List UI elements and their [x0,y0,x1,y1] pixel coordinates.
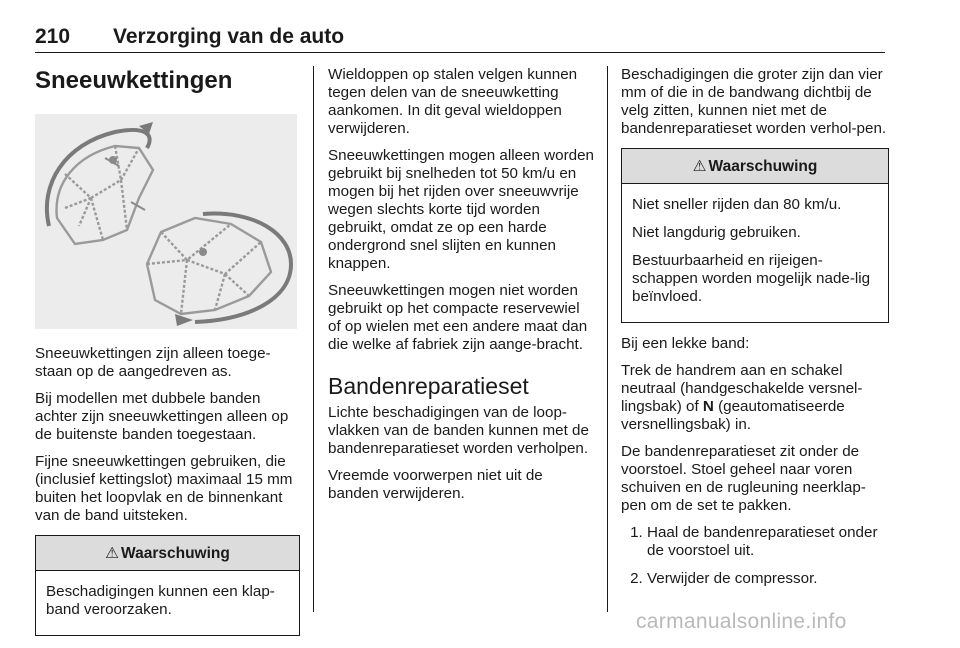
column-1 [35,66,300,648]
paragraph: Lichte beschadigingen van de loop-vlakken van de banden kunnen met de bandenreparatieset worden verholpen. [328,404,589,457]
paragraph: Bij modellen met dubbele banden achter zijn sneeuwkettingen alleen op de buitenste banden toegestaan. [35,390,289,443]
paragraph: Wieldoppen op stalen velgen kunnen tegen delen van de sneeuwketting aankomen. In dit geval wieldoppen verwijderen. [328,66,578,137]
column-3 [621,66,889,598]
chapter-title: Verzorging van de auto [113,25,345,48]
steps-list [621,524,889,588]
paragraph: Vreemde voorwerpen niet uit de banden verwijderen. [328,467,543,502]
column-2 [328,66,596,512]
paragraph: Fijne sneeuwkettingen gebruiken, die (inclusief kettingslot) maximaal 15 mm buiten het loopvlak en de binnenkant van de band uitsteken. [35,453,293,524]
warning-text: Bestuurbaarheid en rijeigen-schappen worden mogelijk nade-lig beïnvloed. [632,252,871,305]
warning-triangle-icon: ⚠ [105,545,120,562]
text-run: (geautomatiseerde versnellingsbak) in. [621,398,845,433]
list-item: 2. Verwijder de compressor. [647,570,889,588]
warning-text: Beschadigingen kunnen een klap-band veroorzaken. [46,583,275,618]
warning-box [35,535,300,636]
paragraph: Sneeuwkettingen zijn alleen toege-staan op de aangedreven as. [35,345,271,380]
column-divider-2 [607,66,608,612]
paragraph-handbrake [621,362,889,434]
warning-body [36,571,299,635]
warning-body [622,184,888,322]
text-run: Trek de handrem aan en schakel neutraal (handgeschakelde versnel-lingsbak) of [621,362,863,415]
warning-text: Niet sneller rijden dan 80 km/u. [632,196,842,213]
column-divider-1 [313,66,314,612]
gear-position-n: N [702,398,714,415]
page-number: 210 [35,25,71,48]
page-header [35,22,885,53]
paragraph: Bij een lekke band: [621,335,750,352]
section-heading-tyre-repair-kit: Bandenreparatieset [328,373,529,399]
warning-header [36,536,299,571]
warning-box [621,148,889,323]
snow-chains-illustration [35,114,297,329]
section-heading-snow-chains: Sneeuwkettingen [35,67,233,94]
warning-header [622,149,888,184]
warning-text: Niet langdurig gebruiken. [632,224,801,241]
watermark: carmanualsonline.info [636,610,847,633]
paragraph: Beschadigingen die groter zijn dan vier mm of die in de bandwang dichtbij de velg zitten, kunnen niet met de bandenreparatieset worden verhol-pen. [621,66,887,137]
paragraph: De bandenreparatieset zit onder de voorstoel. Stoel geheel naar voren schuiven en de rugleuning neerklap-pen om de set te pakken. [621,443,866,514]
paragraph: Sneeuwkettingen mogen niet worden gebruikt op het compacte reservewiel of op wielen met een andere maat dan die welke af fabriek zijn aange-bracht. [328,282,588,353]
paragraph: Sneeuwkettingen mogen alleen worden gebruikt bij snelheden tot 50 km/u en mogen bij het rijden over sneeuwvrije wegen slechts korte tijd worden gebruikt, omdat ze op een harde ondergrond snel slijten en kunnen knappen. [328,147,594,272]
warning-triangle-icon: ⚠ [692,158,707,175]
warning-title: Waarschuwing [708,158,818,175]
warning-title: Waarschuwing [121,545,230,562]
list-item: 1. Haal de bandenreparatieset onder de voorstoel uit. [647,524,889,560]
